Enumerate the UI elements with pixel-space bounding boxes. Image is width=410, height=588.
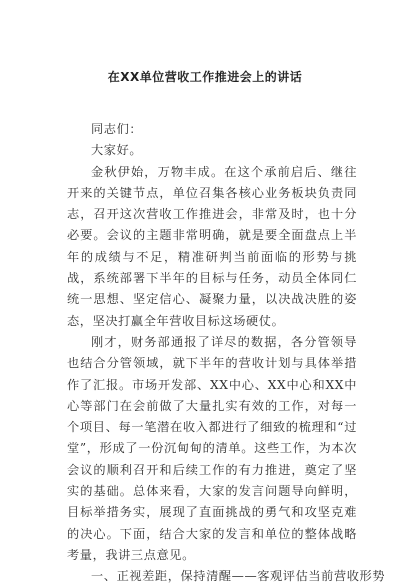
greeting: 大家好。 [91,143,143,158]
paragraph-review: 刚才，财务部通报了详尽的数据，各分管领导也结合分管领域，就下半年的营收计划与具体举措作了汇报。市场开发部、XX中心、XX中心和XX中心等部门在会前做了大量扎实有效的工作，对每一个项目、每一笔潜在收入都进行了细致的梳理和“过堂”，形成了一份沉甸甸的清单。这些工作，为本次会议的顺利召开和后续工作的有力推进，奠定了坚实的基础。总体来看，大家的发言问题导向鲜明，目标举措务实，展现了直面挑战的勇气和攻坚克难的决心。下面，结合大家的发言和单位的整体战略考量，我讲三点意见。 [67,334,357,562]
salutation: 同志们： [91,122,143,136]
document-title: 在XX单位营收工作推进会上的讲话 [107,70,303,84]
document-body [67,119,386,588]
paragraph-opening: 金秋伊始，万物丰成。在这个承前启后、继往开来的关键节点，单位召集各核心业务板块负责同志，召开这次营收工作推进会，非常及时，也十分必要。会议的主题非常明确，就是要全面盘点上半年的成绩与不足，精准研判当前面临的形势与挑战，系统部署下半年的目标与任务，动员全体同仁统一思想、坚定信心、凝聚力量，以决战决胜的姿态，坚决打赢全年营收目标这场硬仗。 [67,164,357,328]
section-heading: 一、正视差距，保持清醒——客观评估当前营收形势 [91,569,386,584]
